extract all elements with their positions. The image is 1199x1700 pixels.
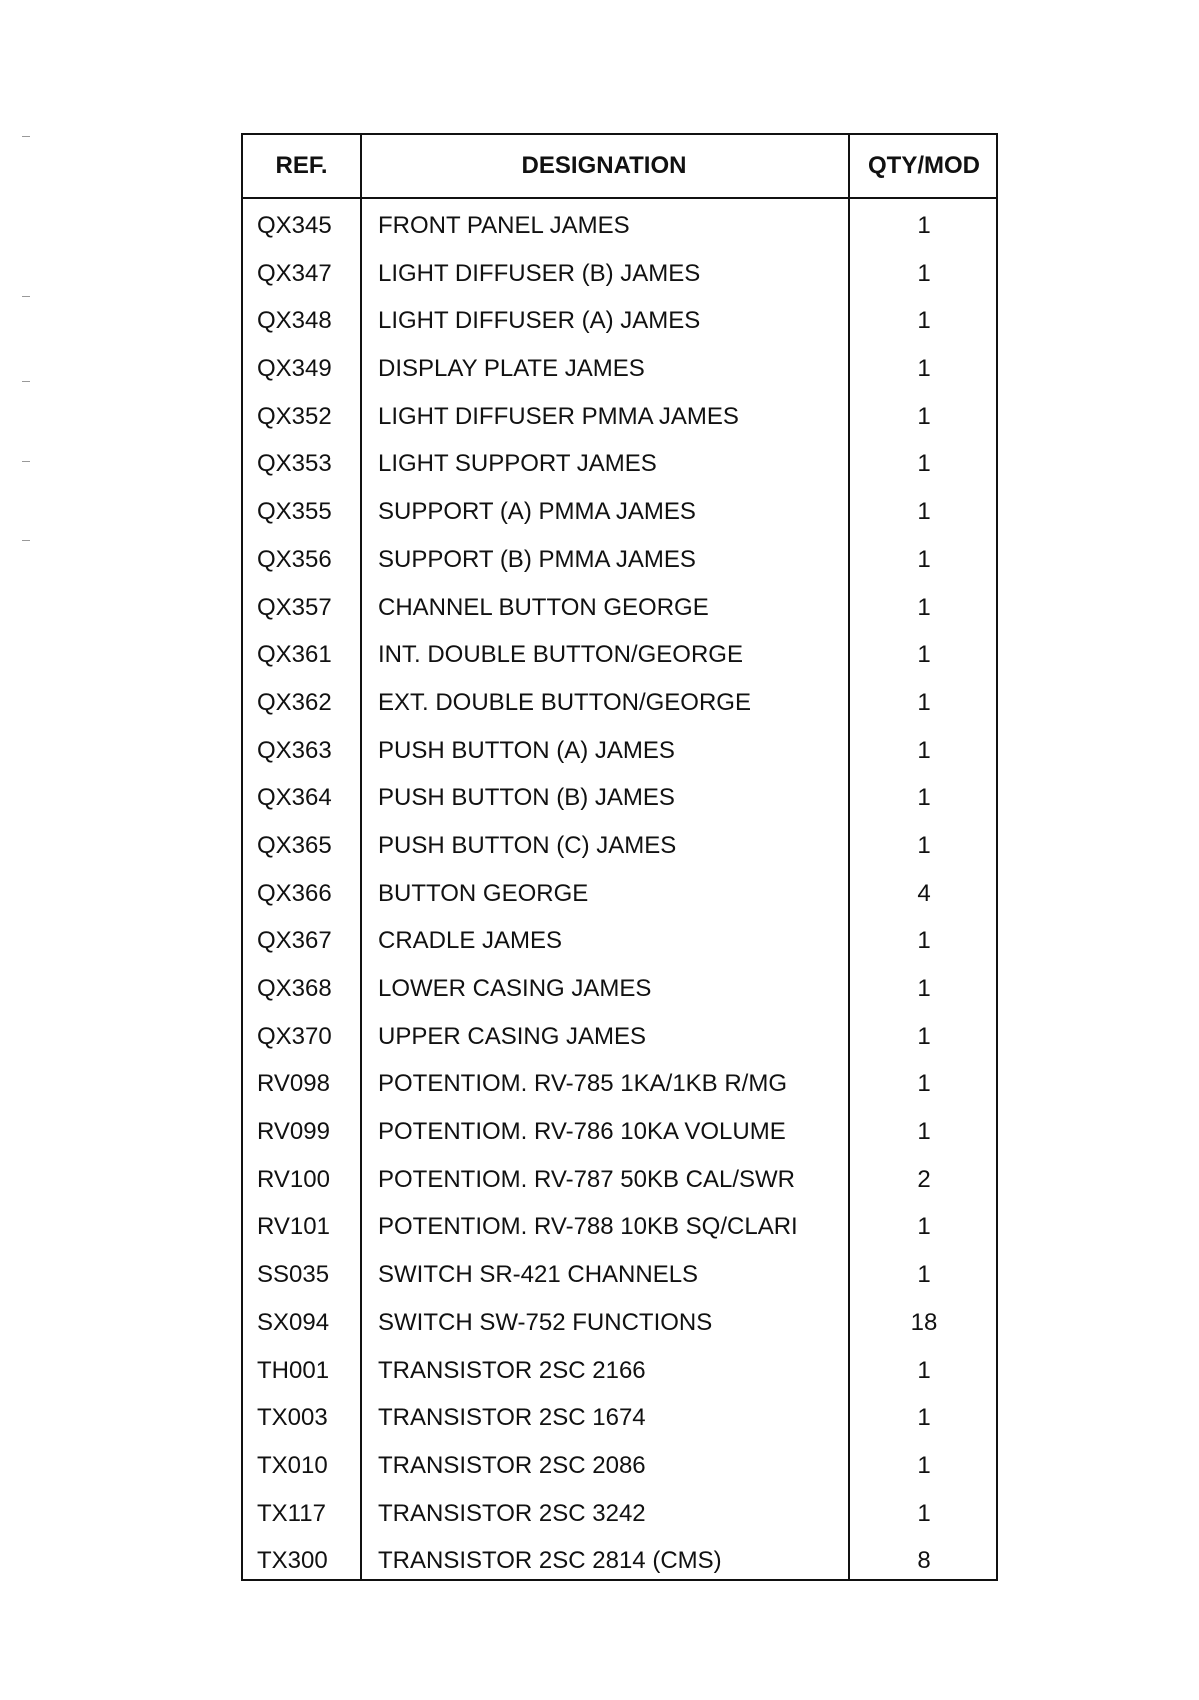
cell-qty: 1 — [917, 1070, 931, 1098]
cell-ref: RV100 — [257, 1165, 330, 1193]
cell-ref: QX363 — [257, 736, 332, 764]
table-row — [243, 393, 996, 441]
table-row — [243, 965, 996, 1013]
cell-ref: QX345 — [257, 212, 332, 239]
table-row — [243, 917, 996, 965]
cell-qty: 1 — [917, 498, 931, 526]
table-row — [243, 1347, 996, 1395]
cell-ref: TH001 — [257, 1356, 330, 1384]
cell-ref: QX352 — [257, 402, 332, 430]
cell-ref: QX353 — [257, 450, 332, 478]
cell-designation: TRANSISTOR 2SC 2086 — [378, 1451, 646, 1479]
cell-qty: 1 — [917, 784, 931, 812]
table-row — [243, 1013, 996, 1061]
table-row — [243, 679, 996, 727]
table-row — [243, 440, 996, 488]
cell-qty: 1 — [917, 402, 931, 430]
cell-designation: TRANSISTOR 2SC 2814 (CMS) — [378, 1547, 722, 1575]
margin-mark — [22, 296, 30, 297]
cell-designation: LOWER CASING JAMES — [378, 975, 652, 1002]
table-row — [243, 870, 996, 918]
cell-ref: QX370 — [257, 1022, 332, 1050]
cell-designation: CHANNEL BUTTON GEORGE — [378, 593, 709, 621]
cell-ref: TX010 — [257, 1451, 328, 1479]
cell-ref: TX003 — [257, 1404, 328, 1432]
cell-qty: 1 — [917, 450, 931, 478]
table-body — [243, 202, 996, 1585]
cell-designation: LIGHT DIFFUSER (A) JAMES — [378, 307, 701, 335]
table-row — [243, 1060, 996, 1108]
cell-ref: QX368 — [257, 975, 332, 1002]
table-row — [243, 297, 996, 345]
cell-designation: LIGHT DIFFUSER (B) JAMES — [378, 259, 701, 287]
cell-designation: TRANSISTOR 2SC 2166 — [378, 1356, 646, 1384]
table-row — [243, 1203, 996, 1251]
cell-ref: QX364 — [257, 784, 332, 812]
table-row — [243, 1394, 996, 1442]
header-divider — [243, 197, 996, 199]
cell-ref: QX365 — [257, 831, 332, 859]
cell-ref: QX347 — [257, 259, 332, 287]
header-qty: QTY/MOD — [868, 152, 980, 179]
table-row — [243, 1442, 996, 1490]
cell-ref: QX355 — [257, 498, 332, 526]
cell-designation: SWITCH SW-752 FUNCTIONS — [378, 1308, 713, 1336]
table-row — [243, 1156, 996, 1204]
cell-qty: 1 — [917, 1356, 931, 1384]
cell-qty: 1 — [917, 545, 931, 573]
table-row — [243, 345, 996, 393]
table-row — [243, 250, 996, 298]
cell-designation: POTENTIOM. RV-785 1KA/1KB R/MG — [378, 1070, 788, 1098]
table-row — [243, 822, 996, 870]
cell-designation: POTENTIOM. RV-786 10KA VOLUME — [378, 1118, 786, 1146]
cell-ref: QX367 — [257, 927, 332, 955]
parts-list-table — [241, 133, 998, 1581]
cell-ref: QX366 — [257, 879, 332, 907]
cell-ref: RV101 — [257, 1213, 330, 1241]
cell-ref: QX356 — [257, 545, 332, 573]
table-row — [243, 774, 996, 822]
cell-designation: SUPPORT (A) PMMA JAMES — [378, 498, 696, 526]
cell-qty: 1 — [917, 975, 931, 1002]
cell-qty: 1 — [917, 1404, 931, 1432]
cell-ref: QX357 — [257, 593, 332, 621]
cell-designation: SUPPORT (B) PMMA JAMES — [378, 545, 696, 573]
cell-qty: 1 — [917, 736, 931, 764]
table-row — [243, 727, 996, 775]
cell-designation: INT. DOUBLE BUTTON/GEORGE — [378, 641, 743, 669]
cell-qty: 1 — [917, 307, 931, 335]
cell-qty: 18 — [910, 1308, 938, 1336]
cell-designation: TRANSISTOR 2SC 1674 — [378, 1404, 646, 1432]
table-row — [243, 1251, 996, 1299]
table-row — [243, 1108, 996, 1156]
cell-qty: 1 — [917, 688, 931, 716]
margin-mark — [22, 540, 30, 541]
cell-qty: 1 — [917, 259, 931, 287]
cell-designation: LIGHT DIFFUSER PMMA JAMES — [378, 402, 739, 430]
cell-designation: PUSH BUTTON (C) JAMES — [378, 831, 677, 859]
header-ref: REF. — [275, 152, 328, 179]
cell-ref: TX300 — [257, 1547, 328, 1575]
cell-designation: FRONT PANEL JAMES — [378, 212, 630, 239]
cell-qty: 2 — [917, 1165, 931, 1193]
cell-designation: CRADLE JAMES — [378, 927, 563, 955]
cell-ref: SS035 — [257, 1261, 330, 1289]
cell-ref: QX348 — [257, 307, 332, 335]
table-row — [243, 536, 996, 584]
cell-ref: TX117 — [257, 1499, 326, 1527]
cell-designation: POTENTIOM. RV-788 10KB SQ/CLARI — [378, 1213, 798, 1241]
cell-ref: QX362 — [257, 688, 332, 716]
table-row — [243, 584, 996, 632]
cell-designation: UPPER CASING JAMES — [378, 1022, 647, 1050]
cell-qty: 1 — [917, 1261, 931, 1289]
table-row — [243, 1490, 996, 1538]
cell-designation: TRANSISTOR 2SC 3242 — [378, 1499, 646, 1527]
cell-designation: DISPLAY PLATE JAMES — [378, 355, 645, 383]
cell-designation: SWITCH SR-421 CHANNELS — [378, 1261, 699, 1289]
cell-ref: QX349 — [257, 355, 332, 383]
cell-designation: EXT. DOUBLE BUTTON/GEORGE — [378, 688, 751, 716]
cell-qty: 1 — [917, 641, 931, 669]
table-row — [243, 488, 996, 536]
cell-ref: RV099 — [257, 1118, 330, 1146]
cell-ref: SX094 — [257, 1308, 330, 1336]
cell-qty: 4 — [917, 879, 931, 907]
cell-qty: 1 — [917, 1213, 931, 1241]
cell-designation: PUSH BUTTON (A) JAMES — [378, 736, 675, 764]
table-row — [243, 631, 996, 679]
table-row — [243, 1537, 996, 1585]
cell-qty: 1 — [917, 1022, 931, 1050]
margin-mark — [22, 136, 30, 137]
table-row — [243, 1299, 996, 1347]
cell-qty: 8 — [917, 1547, 931, 1575]
cell-qty: 1 — [917, 1499, 931, 1527]
cell-designation: BUTTON GEORGE — [378, 879, 589, 907]
cell-designation: POTENTIOM. RV-787 50KB CAL/SWR — [378, 1165, 796, 1193]
header-designation: DESIGNATION — [521, 152, 687, 179]
cell-qty: 1 — [917, 831, 931, 859]
cell-ref: RV098 — [257, 1070, 330, 1098]
cell-designation: PUSH BUTTON (B) JAMES — [378, 784, 675, 812]
table-row — [243, 202, 996, 250]
cell-qty: 1 — [917, 593, 931, 621]
cell-qty: 1 — [917, 212, 931, 239]
cell-qty: 1 — [917, 927, 931, 955]
cell-qty: 1 — [917, 355, 931, 383]
margin-mark — [22, 461, 30, 462]
cell-qty: 1 — [917, 1451, 931, 1479]
cell-qty: 1 — [917, 1118, 931, 1146]
table-header-row — [243, 135, 996, 197]
cell-ref: QX361 — [257, 641, 332, 669]
cell-designation: LIGHT SUPPORT JAMES — [378, 450, 657, 478]
margin-mark — [22, 381, 30, 382]
